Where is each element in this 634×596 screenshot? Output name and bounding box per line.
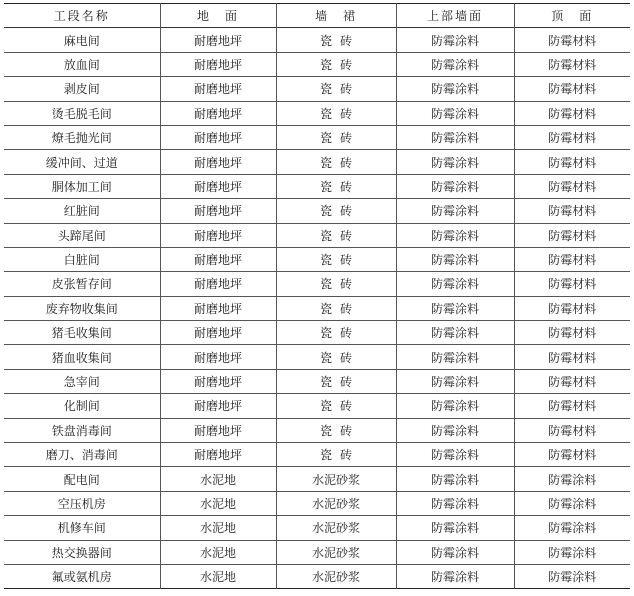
- ceiling-cell: 防霉材料: [514, 223, 630, 247]
- table-row: [4, 443, 630, 467]
- floor-cell: 耐磨地坪: [160, 296, 276, 320]
- upper-wall-cell: 防霉涂料: [396, 467, 514, 491]
- upper-wall-cell: 防霉涂料: [396, 223, 514, 247]
- floor-cell: 耐磨地坪: [160, 345, 276, 369]
- dado-cell: 瓷砖: [276, 443, 396, 467]
- upper-wall-cell: 防霉涂料: [396, 516, 514, 540]
- section-name-cell: 猪毛收集间: [51, 326, 112, 341]
- table-row: [4, 564, 630, 588]
- section-name-cell: 铁盘消毒间: [51, 423, 112, 438]
- floor-cell: 耐磨地坪: [160, 247, 276, 271]
- dado-cell: 水泥砂浆: [276, 491, 396, 515]
- dado-cell: 瓷砖: [276, 125, 396, 149]
- table-row: [4, 369, 630, 393]
- finish-schedule-table-container: [4, 3, 630, 589]
- floor-cell: 耐磨地坪: [160, 199, 276, 223]
- section-name-cell: 空压机房: [57, 497, 106, 511]
- floor-cell: 耐磨地坪: [160, 77, 276, 101]
- ceiling-cell: 防霉涂料: [514, 564, 630, 588]
- ceiling-cell: 防霉材料: [514, 150, 630, 174]
- section-name-cell: 白脏间: [63, 253, 100, 268]
- dado-cell: 瓷砖: [276, 223, 396, 247]
- upper-wall-cell: 防霉涂料: [396, 394, 514, 418]
- floor-cell: 水泥地: [160, 516, 276, 540]
- section-name-cell: 红脏间: [63, 204, 100, 219]
- ceiling-cell: 防霉材料: [514, 125, 630, 149]
- floor-cell: 耐磨地坪: [160, 150, 276, 174]
- section-name-cell: 胴体加工间: [51, 179, 112, 194]
- floor-cell: 耐磨地坪: [160, 272, 276, 296]
- table-row: [4, 491, 630, 515]
- upper-wall-cell: 防霉涂料: [396, 321, 514, 345]
- ceiling-cell: 防霉材料: [514, 345, 630, 369]
- table-row: [4, 272, 630, 296]
- ceiling-cell: 防霉材料: [514, 101, 630, 125]
- floor-cell: 耐磨地坪: [160, 52, 276, 76]
- section-name-cell: 缓冲间、过道: [45, 155, 118, 170]
- upper-wall-cell: 防霉涂料: [396, 564, 514, 588]
- section-name-cell: 配电间: [63, 472, 100, 487]
- upper-wall-cell: 防霉涂料: [396, 247, 514, 271]
- table-row: [4, 321, 630, 345]
- dado-cell: 瓷砖: [276, 418, 396, 442]
- table-row: [4, 199, 630, 223]
- table-row: [4, 516, 630, 540]
- upper-wall-cell: 防霉涂料: [396, 125, 514, 149]
- floor-cell: 水泥地: [160, 467, 276, 491]
- ceiling-cell: 防霉材料: [514, 28, 630, 52]
- ceiling-cell: 防霉材料: [514, 52, 630, 76]
- section-name-cell: 燎毛抛光间: [51, 131, 112, 146]
- upper-wall-cell: 防霉涂料: [396, 296, 514, 320]
- floor-cell: 耐磨地坪: [160, 174, 276, 198]
- floor-cell: 水泥地: [160, 540, 276, 564]
- ceiling-cell: 防霉材料: [514, 321, 630, 345]
- ceiling-cell: 防霉材料: [514, 199, 630, 223]
- table-row: [4, 394, 630, 418]
- upper-wall-cell: 防霉涂料: [396, 174, 514, 198]
- dado-cell: 瓷砖: [276, 369, 396, 393]
- table-row: [4, 125, 630, 149]
- table-row: [4, 150, 630, 174]
- ceiling-cell: 防霉材料: [514, 174, 630, 198]
- ceiling-cell: 防霉材料: [514, 443, 630, 467]
- section-name-cell: 皮张暂存间: [51, 277, 112, 292]
- section-name-cell: 放血间: [63, 57, 100, 72]
- dado-cell: 瓷砖: [276, 272, 396, 296]
- upper-wall-cell: 防霉涂料: [396, 28, 514, 52]
- ceiling-cell: 防霉涂料: [514, 516, 630, 540]
- dado-cell: 瓷砖: [276, 394, 396, 418]
- dado-cell: 瓷砖: [276, 296, 396, 320]
- ceiling-cell: 防霉涂料: [514, 491, 630, 515]
- ceiling-cell: 防霉材料: [514, 296, 630, 320]
- upper-wall-cell: 防霉涂料: [396, 77, 514, 101]
- section-name-cell: 剥皮间: [63, 82, 100, 97]
- section-name-cell: 烫毛脱毛间: [51, 106, 112, 121]
- header-floor: 地 面: [160, 4, 276, 28]
- floor-cell: 水泥地: [160, 564, 276, 588]
- table-row: [4, 174, 630, 198]
- table-row: [4, 28, 630, 52]
- floor-cell: 耐磨地坪: [160, 321, 276, 345]
- ceiling-cell: 防霉材料: [514, 394, 630, 418]
- table-row: [4, 52, 630, 76]
- dado-cell: 瓷砖: [276, 345, 396, 369]
- table-row: [4, 345, 630, 369]
- dado-cell: 瓷砖: [276, 247, 396, 271]
- floor-cell: 耐磨地坪: [160, 101, 276, 125]
- dado-cell: 瓷砖: [276, 321, 396, 345]
- dado-cell: 瓷砖: [276, 52, 396, 76]
- table-row: [4, 296, 630, 320]
- dado-cell: 瓷砖: [276, 174, 396, 198]
- finish-schedule-table: [4, 3, 630, 589]
- section-name-cell: 废弃物收集间: [45, 301, 118, 316]
- upper-wall-cell: 防霉涂料: [396, 540, 514, 564]
- table-row: [4, 101, 630, 125]
- floor-cell: 水泥地: [160, 491, 276, 515]
- table-row: [4, 77, 630, 101]
- table-row: [4, 223, 630, 247]
- ceiling-cell: 防霉涂料: [514, 467, 630, 491]
- ceiling-cell: 防霉材料: [514, 247, 630, 271]
- table-row: [4, 467, 630, 491]
- section-name-cell: 热交换器间: [51, 545, 112, 560]
- ceiling-cell: 防霉材料: [514, 369, 630, 393]
- table-row: [4, 540, 630, 564]
- floor-cell: 耐磨地坪: [160, 418, 276, 442]
- table-body: [4, 28, 630, 589]
- floor-cell: 耐磨地坪: [160, 125, 276, 149]
- floor-cell: 耐磨地坪: [160, 223, 276, 247]
- section-name-cell: 猪血收集间: [51, 350, 112, 365]
- upper-wall-cell: 防霉涂料: [396, 491, 514, 515]
- header-upper-wall: 上部墙面: [396, 4, 514, 28]
- upper-wall-cell: 防霉涂料: [396, 418, 514, 442]
- table-header-row: [4, 4, 630, 28]
- dado-cell: 水泥砂浆: [276, 467, 396, 491]
- dado-cell: 瓷砖: [276, 199, 396, 223]
- upper-wall-cell: 防霉涂料: [396, 52, 514, 76]
- ceiling-cell: 防霉材料: [514, 272, 630, 296]
- upper-wall-cell: 防霉涂料: [396, 443, 514, 467]
- table-row: [4, 247, 630, 271]
- dado-cell: 瓷砖: [276, 150, 396, 174]
- dado-cell: 瓷砖: [276, 28, 396, 52]
- section-name-cell: 氟或氨机房: [51, 570, 112, 585]
- dado-cell: 水泥砂浆: [276, 540, 396, 564]
- dado-cell: 水泥砂浆: [276, 564, 396, 588]
- upper-wall-cell: 防霉涂料: [396, 369, 514, 393]
- ceiling-cell: 防霉材料: [514, 77, 630, 101]
- section-name-cell: 化制间: [63, 399, 100, 414]
- dado-cell: 瓷砖: [276, 77, 396, 101]
- section-name-cell: 头蹄尾间: [57, 228, 106, 243]
- floor-cell: 耐磨地坪: [160, 394, 276, 418]
- header-ceiling: 顶 面: [514, 4, 630, 28]
- section-name-cell: 机修车间: [57, 521, 106, 536]
- section-name-cell: 麻电间: [63, 33, 100, 48]
- upper-wall-cell: 防霉涂料: [396, 272, 514, 296]
- upper-wall-cell: 防霉涂料: [396, 101, 514, 125]
- section-name-cell: 磨刀、消毒间: [45, 448, 118, 463]
- floor-cell: 耐磨地坪: [160, 443, 276, 467]
- section-name-cell: 急宰间: [63, 375, 100, 390]
- dado-cell: 瓷砖: [276, 101, 396, 125]
- upper-wall-cell: 防霉涂料: [396, 345, 514, 369]
- header-section-name: 工段名称: [53, 9, 110, 24]
- ceiling-cell: 防霉涂料: [514, 540, 630, 564]
- upper-wall-cell: 防霉涂料: [396, 199, 514, 223]
- ceiling-cell: 防霉材料: [514, 418, 630, 442]
- floor-cell: 耐磨地坪: [160, 28, 276, 52]
- floor-cell: 耐磨地坪: [160, 369, 276, 393]
- upper-wall-cell: 防霉涂料: [396, 150, 514, 174]
- dado-cell: 水泥砂浆: [276, 516, 396, 540]
- table-row: [4, 418, 630, 442]
- header-dado: 墙 裙: [276, 4, 396, 28]
